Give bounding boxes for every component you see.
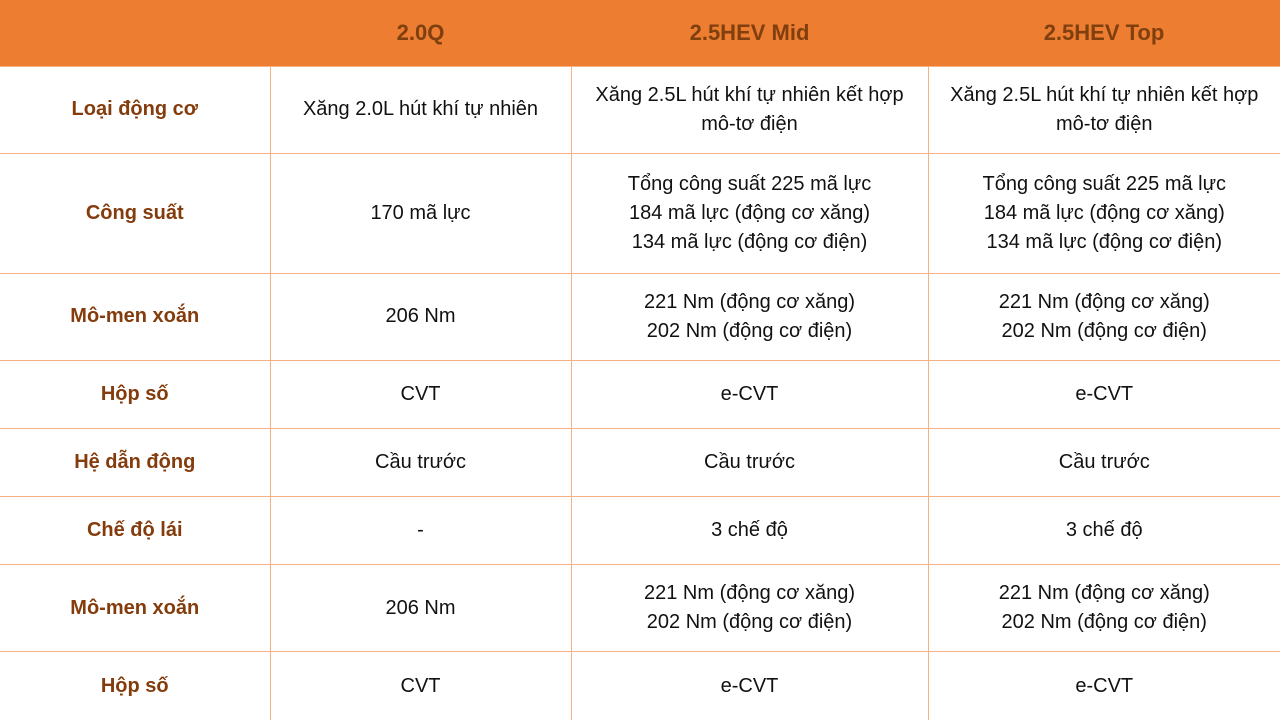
table-cell: - [270,497,571,565]
row-label: Mô-men xoắn [0,565,270,652]
table-cell: Tổng công suất 225 mã lực 184 mã lực (động cơ xăng) 134 mã lực (động cơ điện) [928,153,1280,273]
table-row [0,652,1280,720]
table-cell: 221 Nm (động cơ xăng) 202 Nm (động cơ điện) [571,273,928,360]
table-cell: 221 Nm (động cơ xăng) 202 Nm (động cơ điện) [928,565,1280,652]
table-cell: Xăng 2.0L hút khí tự nhiên [270,66,571,153]
table-row [0,360,1280,428]
table-cell: Cầu trước [928,429,1280,497]
table-cell: 206 Nm [270,565,571,652]
table-cell: e-CVT [571,652,928,720]
table-cell: 3 chế độ [928,497,1280,565]
header-variant-2-0q: 2.0Q [270,0,571,66]
table-row [0,66,1280,153]
table-cell: 170 mã lực [270,153,571,273]
table-cell: e-CVT [928,652,1280,720]
row-label: Công suất [0,153,270,273]
row-label: Loại động cơ [0,66,270,153]
table-cell: e-CVT [928,360,1280,428]
row-label: Chế độ lái [0,497,270,565]
table-row [0,429,1280,497]
row-label: Hệ dẫn động [0,429,270,497]
header-corner-cell [0,0,270,66]
header-variant-2-5hev-top: 2.5HEV Top [928,0,1280,66]
table-cell: 221 Nm (động cơ xăng) 202 Nm (động cơ điện) [571,565,928,652]
table-cell: e-CVT [571,360,928,428]
table-cell: 221 Nm (động cơ xăng) 202 Nm (động cơ điện) [928,273,1280,360]
table-row [0,153,1280,273]
table-cell: Xăng 2.5L hút khí tự nhiên kết hợp mô-tơ điện [928,66,1280,153]
table-cell: Cầu trước [571,429,928,497]
row-label: Hộp số [0,360,270,428]
table-cell: Xăng 2.5L hút khí tự nhiên kết hợp mô-tơ điện [571,66,928,153]
table-row [0,497,1280,565]
table-cell: 206 Nm [270,273,571,360]
table-cell: Tổng công suất 225 mã lực 184 mã lực (động cơ xăng) 134 mã lực (động cơ điện) [571,153,928,273]
table-cell: CVT [270,652,571,720]
row-label: Hộp số [0,652,270,720]
table-cell: 3 chế độ [571,497,928,565]
header-variant-2-5hev-mid: 2.5HEV Mid [571,0,928,66]
table-row [0,273,1280,360]
row-label: Mô-men xoắn [0,273,270,360]
header-row [0,0,1280,66]
table-body [0,66,1280,720]
table-cell: CVT [270,360,571,428]
table-row [0,565,1280,652]
table-header [0,0,1280,66]
table-cell: Cầu trước [270,429,571,497]
